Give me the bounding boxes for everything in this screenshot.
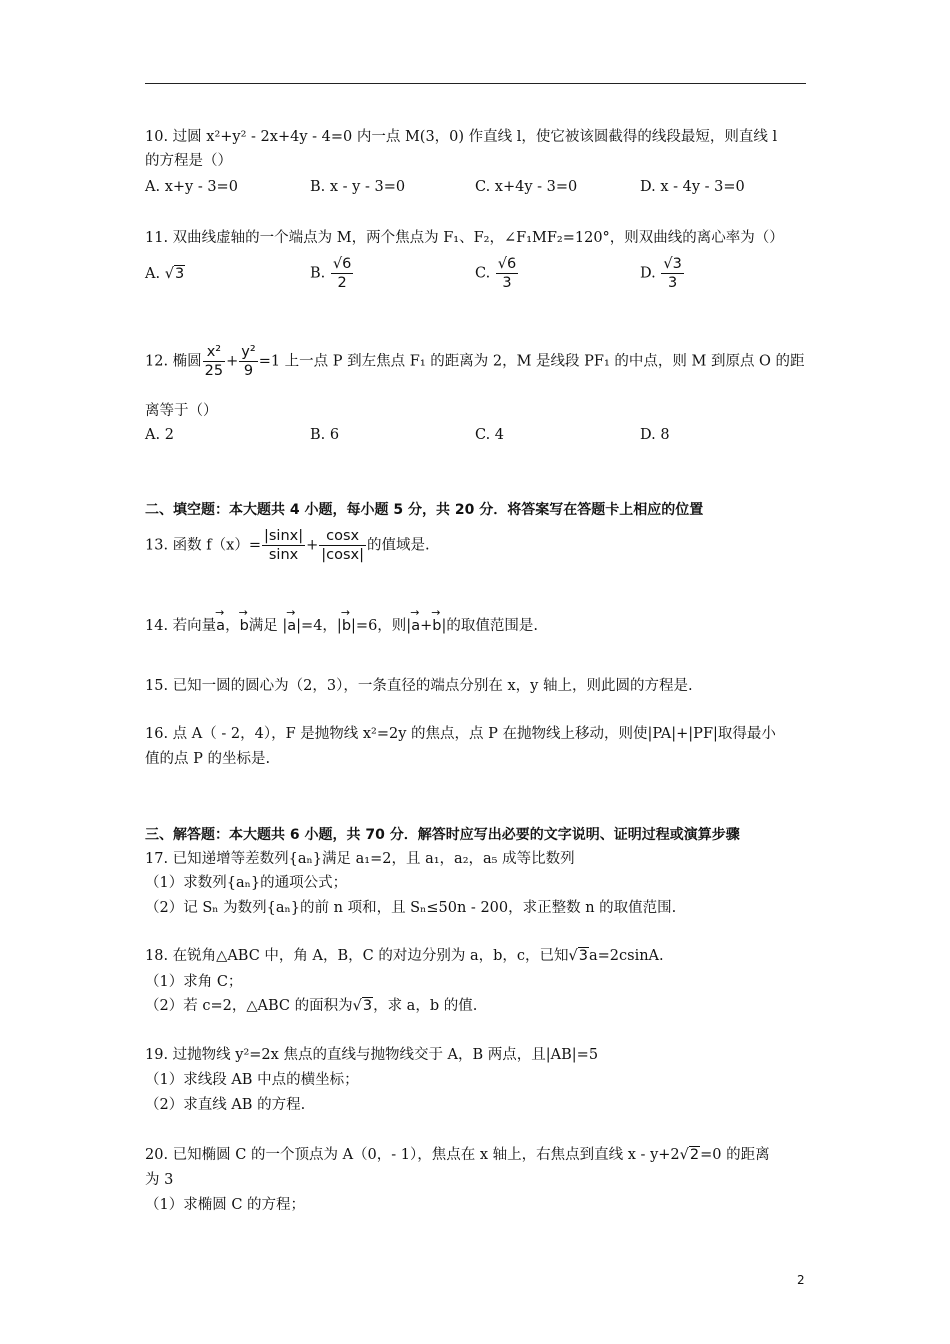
q13-frac2: $\frac{\cos x}{|\cos x|}$ xyxy=(321,528,365,563)
q18-line1: 18. 在锐角△ABC 中，角 A，B，C 的对边分别为 a，b，c，已知√3a=2csinA. xyxy=(145,948,664,964)
q15-line: 15. 已知一圆的圆心为（2，3），一条直径的端点分别在 x，y 轴上，则此圆的方程是. xyxy=(145,678,693,694)
q16-line1: 16. 点 A（ - 2，4），F 是抛物线 x²=2y 的焦点，点 P 在抛物线上移动，则使|PA|+|PF|取得最小 xyxy=(145,726,776,742)
q13-line: 13. 函数 f（x）= $\frac{|\sin x|}{\sin x}$ + $\frac{\cos x}{|\cos x|}$ 的值域是. xyxy=(145,528,430,563)
q10-line1: 10. 过圆 x²+y² - 2x+4y - 4=0 内一点 M(3，0) 作直线 l，使它被该圆截得的线段最短，则直线 l xyxy=(145,129,778,145)
vector-a: → a xyxy=(216,612,225,636)
q14-line: 14. 若向量→ a，→ b满足 |→ a|=4，|→ b|=6，则|→ a+→ b|的取值范围是. xyxy=(145,612,538,636)
q10-line2: 的方程是（） xyxy=(145,153,232,169)
q19-line2: （1）求线段 AB 中点的横坐标； xyxy=(145,1072,359,1088)
q16-line2: 值的点 P 的坐标是. xyxy=(145,751,271,767)
section-solution-heading: 三、解答题：本大题共 6 小题，共 70 分．解答时应写出必要的文字说明、证明过程或演算步骤 xyxy=(145,827,740,843)
q12-frac1: $\frac{\text{x²}}{25}$ xyxy=(204,344,224,379)
q12-option-b: B. 6 xyxy=(310,427,340,443)
q18-sqrt: √3 xyxy=(568,948,588,964)
q11-option-b xyxy=(310,255,354,292)
q13-frac1: $\frac{|\sin x|}{\sin x}$ xyxy=(263,528,304,563)
q11-text: 11. 双曲线虚轴的一个端点为 M，两个焦点为 F₁、F₂，∠F₁MF₂=120°，则双曲线的离心率为（） xyxy=(145,230,784,246)
q18-area-sqrt: √3 xyxy=(352,998,373,1014)
vector-a-abs: → a xyxy=(287,612,296,636)
q19-line3: （2）求直线 AB 的方程. xyxy=(145,1097,306,1113)
q10-option-a: A. x+y - 3=0 xyxy=(145,179,238,195)
q11-label-b: B. xyxy=(310,265,326,282)
q11-label-a: A. xyxy=(145,266,161,282)
q11-label-d: D. xyxy=(640,265,656,282)
header-rule xyxy=(145,83,806,84)
q18-line2: （1）求角 C； xyxy=(145,974,243,990)
q10-option-c: C. x+4y - 3=0 xyxy=(475,179,578,195)
vector-b: → b xyxy=(240,612,249,636)
q17-line2: （1）求数列{aₙ}的通项公式； xyxy=(145,875,348,891)
q12-line2: 离等于（） xyxy=(145,403,218,419)
q11-option-d xyxy=(640,255,685,292)
q17-line3: （2）记 Sₙ 为数列{aₙ}的前 n 项和，且 Sₙ≤50n - 200，求正整数 n 的取值范围. xyxy=(145,900,677,916)
page-number: 2 xyxy=(797,1273,805,1287)
q12-option-c: C. 4 xyxy=(475,427,505,443)
q11-label-c: C. xyxy=(475,265,491,282)
q10-option-d: D. x - 4y - 3=0 xyxy=(640,179,745,195)
q11-frac-c: $\frac{√6}{3}$ xyxy=(497,256,517,291)
q11-sqrt-a: √3 xyxy=(164,266,185,282)
q19-line1: 19. 过抛物线 y²=2x 焦点的直线与抛物线交于 A，B 两点，且|AB|=5 xyxy=(145,1047,599,1063)
q20-sqrt: √2 xyxy=(679,1147,700,1163)
q10-option-b: B. x - y - 3=0 xyxy=(310,179,406,195)
q11-option-c xyxy=(475,255,519,292)
vector-b-sum: → b xyxy=(432,612,441,636)
section-fill-in-heading: 二、填空题：本大题共 4 小题，每小题 5 分，共 20 分．将答案写在答题卡上相应的位置 xyxy=(145,502,704,518)
vector-a-sum: → a xyxy=(411,612,420,636)
q12-line1: 12. 椭圆 $\frac{\text{x²}}{25}$ + $\frac{\text{y²}}{9}$ =1 上一点 P 到左焦点 F₁ 的距离为 2，M 是线段 PF₁ 的中点，则 M 到原点 O 的距 xyxy=(145,344,805,379)
q20-line2: 为 3 xyxy=(145,1172,174,1188)
q12-frac2: $\frac{\text{y²}}{9}$ xyxy=(241,344,256,379)
q11-frac-d: $\frac{√3}{3}$ xyxy=(663,256,682,291)
q12-option-d: D. 8 xyxy=(640,427,670,443)
q11-frac-b: $\frac{√6}{2}$ xyxy=(332,256,352,291)
q20-line1: 20. 已知椭圆 C 的一个顶点为 A（0，- 1），焦点在 x 轴上，右焦点到直线 x - y+2√2=0 的距离 xyxy=(145,1147,770,1163)
q11-option-a xyxy=(145,264,185,284)
vector-b-abs: → b xyxy=(342,612,351,636)
q20-line3: （1）求椭圆 C 的方程； xyxy=(145,1197,306,1213)
q12-option-a: A. 2 xyxy=(145,427,174,443)
q17-line1: 17. 已知递增等差数列{aₙ}满足 a₁=2，且 a₁，a₂，a₅ 成等比数列 xyxy=(145,851,575,867)
q18-line3: （2）若 c=2，△ABC 的面积为√3，求 a，b 的值. xyxy=(145,998,478,1014)
